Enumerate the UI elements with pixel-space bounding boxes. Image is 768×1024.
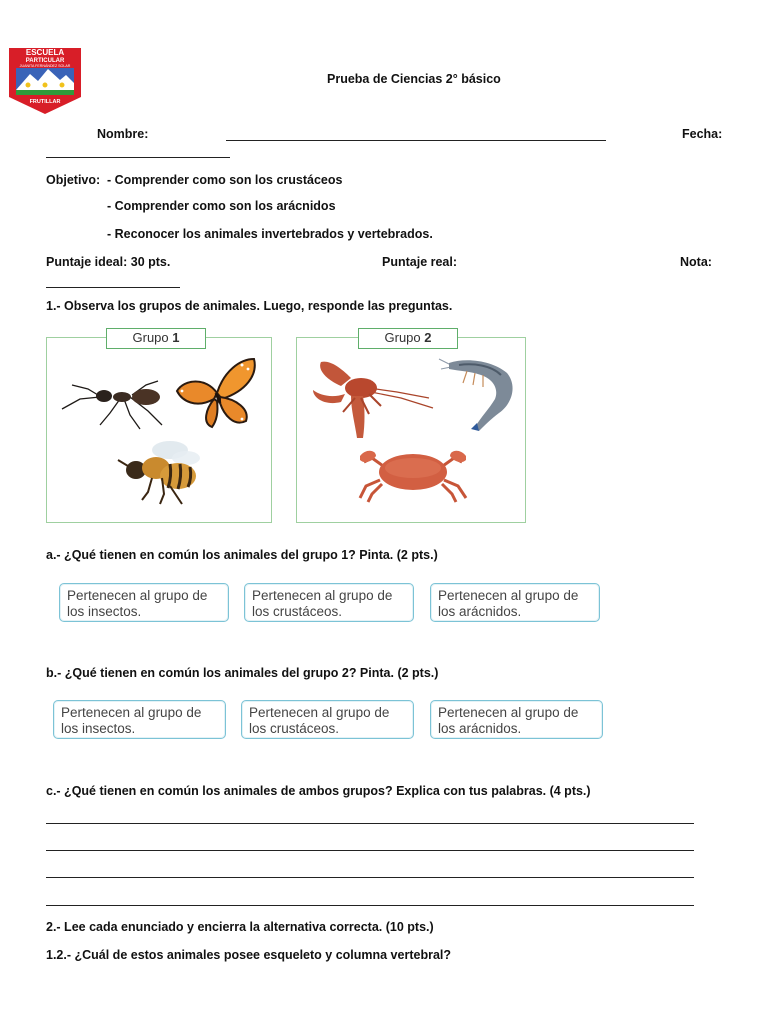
group-2-label <box>358 328 458 349</box>
grade-field[interactable] <box>46 287 180 288</box>
group-label-word: Grupo <box>132 330 169 345</box>
crayfish-icon <box>311 358 435 442</box>
question-2-prompt: 2.- Lee cada enunciado y encierra la alternativa correcta. (10 pts.) <box>46 920 434 934</box>
question-b-prompt: b.- ¿Qué tienen en común los animales del grupo 2? Pinta. (2 pts.) <box>46 666 439 680</box>
option-line: Pertenecen al grupo de <box>61 705 202 720</box>
crab-icon <box>356 446 470 504</box>
page-title: Prueba de Ciencias 2° básico <box>327 72 501 86</box>
ant-icon <box>60 377 165 432</box>
school-logo <box>8 47 82 115</box>
option-b-arachnids[interactable] <box>430 700 603 739</box>
option-a-crustaceans[interactable] <box>244 583 414 622</box>
group-1-label <box>106 328 206 349</box>
shrimp-icon <box>437 355 517 433</box>
answer-line[interactable] <box>46 850 694 851</box>
option-line: Pertenecen al grupo de <box>67 588 208 603</box>
grade-label: Nota: <box>680 255 712 269</box>
objective-item: - Reconocer los animales invertebrados y vertebrados. <box>107 227 433 241</box>
bee-icon <box>112 436 212 506</box>
option-line: los insectos. <box>67 604 142 619</box>
option-line: Pertenecen al grupo de <box>438 705 579 720</box>
group-label-number: 2 <box>424 330 432 345</box>
group-label-word: Grupo <box>384 330 421 345</box>
option-line: Pertenecen al grupo de <box>249 705 390 720</box>
date-field[interactable] <box>46 157 230 158</box>
option-line: Pertenecen al grupo de <box>438 588 579 603</box>
score-real-label: Puntaje real: <box>382 255 458 269</box>
question-a-prompt: a.- ¿Qué tienen en común los animales del grupo 1? Pinta. (2 pts.) <box>46 548 438 562</box>
name-field[interactable] <box>226 140 606 141</box>
date-label: Fecha: <box>682 127 723 141</box>
score-ideal: Puntaje ideal: 30 pts. <box>46 255 171 269</box>
question-c-prompt: c.- ¿Qué tienen en común los animales de ambos grupos? Explica con tus palabras. (4 pts.) <box>46 784 591 798</box>
group-label-number: 1 <box>172 330 180 345</box>
question-2-1-prompt: 1.2.- ¿Cuál de estos animales posee esqueleto y columna vertebral? <box>46 948 452 962</box>
option-a-insects[interactable] <box>59 583 229 622</box>
option-b-insects[interactable] <box>53 700 226 739</box>
option-line: los arácnidos. <box>438 604 522 619</box>
logo-line2: PARTICULAR <box>25 58 65 64</box>
answer-line[interactable] <box>46 823 694 824</box>
objective-item: - Comprender como son los crustáceos <box>107 173 343 187</box>
option-line: los arácnidos. <box>438 721 522 736</box>
logo-line1: ESCUELA <box>25 48 65 57</box>
objective-item: - Comprender como son los arácnidos <box>107 199 336 213</box>
option-line: Pertenecen al grupo de <box>252 588 393 603</box>
objective-label: Objetivo: <box>46 173 101 187</box>
logo-line4: FRUTILLAR <box>29 99 61 105</box>
question-1-prompt: 1.- Observa los grupos de animales. Luego, responde las preguntas. <box>46 299 453 313</box>
answer-line[interactable] <box>46 905 694 906</box>
option-line: los crustáceos. <box>249 721 340 736</box>
butterfly-icon <box>176 357 258 429</box>
option-b-crustaceans[interactable] <box>241 700 414 739</box>
name-label: Nombre: <box>97 127 149 141</box>
option-line: los crustáceos. <box>252 604 343 619</box>
logo-line3: JUANITA FERNÁNDEZ SOLAR <box>19 64 71 68</box>
answer-line[interactable] <box>46 877 694 878</box>
option-line: los insectos. <box>61 721 136 736</box>
option-a-arachnids[interactable] <box>430 583 600 622</box>
